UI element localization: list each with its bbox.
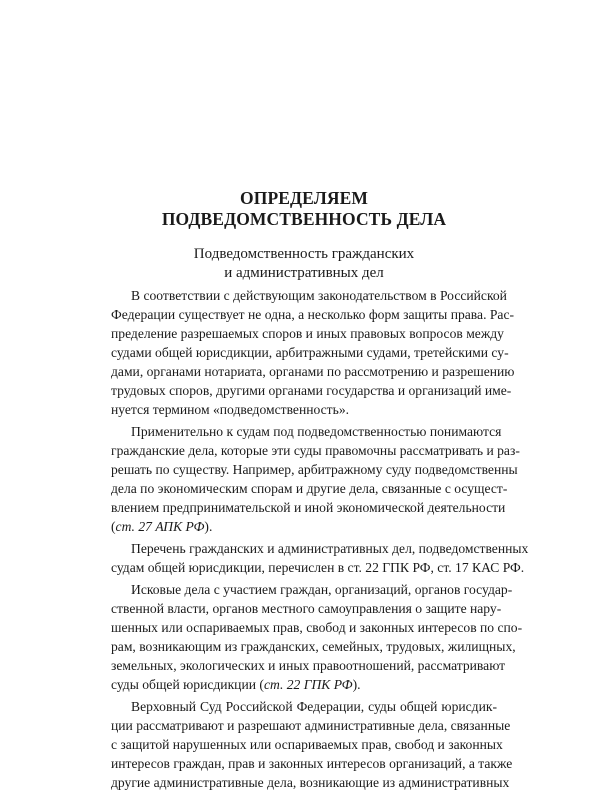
text-line: влением предпринимательской и иной экономической деятельности <box>111 500 506 515</box>
section-title-line-1: Подведомственность гражданских <box>193 246 415 262</box>
text-line: другие административные дела, возникающие из административных <box>111 775 510 790</box>
text-line <box>111 517 497 536</box>
text-line: нуется термином «подведомственность». <box>111 402 350 417</box>
document-page <box>111 0 529 790</box>
law-reference: ст. 27 АПК РФ <box>115 519 205 534</box>
paragraph <box>111 580 523 694</box>
law-reference: ст. 22 ГПК РФ <box>263 677 353 692</box>
text-line: трудовых споров, другими органами государства и организаций име- <box>111 383 512 398</box>
text-line: судами общей юрисдикции, арбитражными судами, третейскими су- <box>111 345 509 360</box>
text-line: с защитой нарушенных или оспариваемых прав, свобод и законных <box>111 737 503 752</box>
reference-close: ). <box>352 677 361 692</box>
text-line: дами, органами нотариата, органами по рассмотрению и разрешению <box>111 364 515 379</box>
paragraph <box>111 539 529 577</box>
text-fragment: суды общей юрисдикции ( <box>111 677 264 692</box>
text-line: Федерации существует не одна, а несколько форм защиты права. Рас- <box>111 307 515 322</box>
text-line: В соответствии с действующим законодательством в Российской <box>131 288 507 303</box>
paragraph <box>111 697 513 792</box>
body-text <box>111 286 529 795</box>
section-title <box>111 245 497 283</box>
paragraph <box>111 422 520 536</box>
reference-open: ( <box>111 519 116 534</box>
text-line: Верховный Суд Российской Федерации, суды общей юрисдик- <box>131 699 497 714</box>
text-line: ственной власти, органов местного самоуправления о защите нару- <box>111 601 502 616</box>
text-line: шенных или оспариваемых прав, свобод и законных интересов по спо- <box>111 620 523 635</box>
paragraph <box>111 286 515 419</box>
text-line: рам, возникающим из гражданских, семейных, трудовых, жилищных, <box>111 639 516 654</box>
reference-close: ). <box>204 519 213 534</box>
chapter-title <box>111 188 497 230</box>
text-line: дела по экономическим спорам и другие дела, связанные с осущест- <box>111 481 508 496</box>
chapter-title-line-1: ОПРЕДЕЛЯЕМ <box>240 188 368 208</box>
text-line: земельных, экологических и иных правоотношений, рассматривают <box>111 658 506 673</box>
text-line: Исковые дела с участием граждан, организаций, органов государ- <box>131 582 513 597</box>
text-line: пределение разрешаемых споров и иных правовых вопросов между <box>111 326 504 341</box>
text-line: Перечень гражданских и административных дел, подведомственных <box>131 541 529 556</box>
text-line: ции рассматривают и разрешают административные дела, связанные <box>111 718 511 733</box>
text-line: Применительно к судам под подведомственностью понимаются <box>131 424 502 439</box>
text-line: интересов граждан, прав и законных интересов организаций, а также <box>111 756 513 771</box>
chapter-title-line-2: ПОДВЕДОМСТВЕННОСТЬ ДЕЛА <box>161 209 447 229</box>
text-line: судам общей юрисдикции, перечислен в ст. 22 ГПК РФ, ст. 17 КАС РФ. <box>111 560 525 575</box>
text-line: гражданские дела, которые эти суды правомочны рассматривать и раз- <box>111 443 520 458</box>
text-line <box>111 675 497 694</box>
text-line: решать по существу. Например, арбитражному суду подведомственны <box>111 462 518 477</box>
section-title-line-2: и административных дел <box>224 265 384 281</box>
